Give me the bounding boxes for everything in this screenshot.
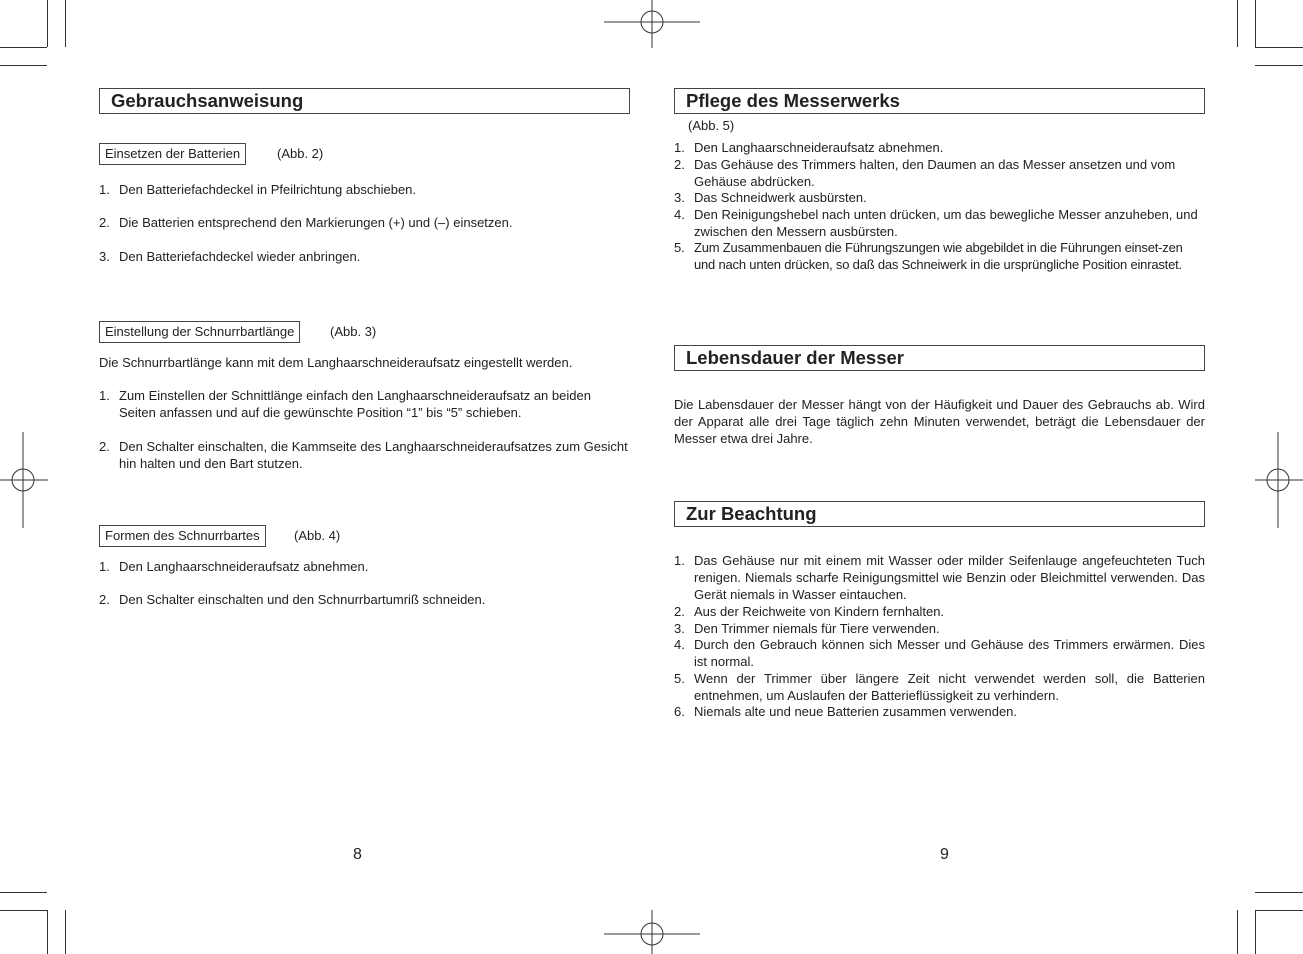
list-item: 2. Die Batterien entsprechend den Markierungen (+) und (–) einsetzen.: [99, 215, 513, 230]
list-item: 1. Den Langhaarschneideraufsatz abnehmen.: [674, 140, 944, 155]
section-label-schnurrbartlaenge: Einstellung der Schnurrbartlänge: [99, 321, 300, 343]
registration-mark-left: [0, 432, 48, 528]
list-item: 4. Den Reinigungshebel nach unten drücken, um das bewegliche Messer anzuheben, und zwischen den Messern ausbürsten.: [674, 207, 1198, 239]
registration-mark-bottom: [604, 906, 700, 954]
figure-ref-abb5: (Abb. 5): [688, 118, 735, 133]
list-item: 5. Wenn der Trimmer über längere Zeit nicht verwendet werden soll, die Batterien entnehmen, um Auslaufen der Batterieflüssigkeit zu verhindern.: [674, 671, 1205, 703]
heading-gebrauchsanweisung: Gebrauchsanweisung: [99, 88, 630, 114]
list-item: 3. Das Schneidwerk ausbürsten.: [674, 190, 867, 205]
heading-zur-beachtung: Zur Beachtung: [674, 501, 1205, 527]
figure-ref-abb3: (Abb. 3): [330, 324, 377, 339]
registration-mark-right: [1255, 432, 1303, 528]
list-item: 2. Den Schalter einschalten und den Schnurrbartumriß schneiden.: [99, 592, 486, 607]
list-item: 1. Den Batteriefachdeckel in Pfeilrichtung abschieben.: [99, 182, 417, 197]
list-item: 6. Niemals alte und neue Batterien zusammen verwenden.: [674, 704, 1018, 719]
section-label-formen: Formen des Schnurrbartes: [99, 525, 266, 547]
lebensdauer-text: Die Labensdauer der Messer hängt von der Häufigkeit und Dauer des Gebrauchs ab. Wird der Apparat alle drei Tage täglich zehn Minuten verwendet, beträgt die Lebensdauer der Messer etwa drei Jahre.: [674, 397, 1205, 446]
list-item: 2. Aus der Reichweite von Kindern fernhalten.: [674, 604, 945, 619]
intro-text: Die Schnurrbartlänge kann mit dem Langhaarschneideraufsatz eingestellt werden.: [99, 355, 573, 370]
section-label-batterien: Einsetzen der Batterien: [99, 143, 246, 165]
heading-pflege: Pflege des Messerwerks: [674, 88, 1205, 114]
list-item: 2. Das Gehäuse des Trimmers halten, den Daumen an das Messer ansetzen und vom Gehäuse abdrücken.: [674, 157, 1176, 189]
page-number-left: 8: [353, 846, 362, 863]
registration-mark-top: [604, 0, 700, 48]
list-item: 4. Durch den Gebrauch können sich Messer und Gehäuse des Trimmers erwärmen. Dies ist normal.: [674, 637, 1205, 669]
list-item: 1. Den Langhaarschneideraufsatz abnehmen.: [99, 559, 369, 574]
list-item: 3. Den Trimmer niemals für Tiere verwenden.: [674, 621, 940, 636]
list-item: 1. Das Gehäuse nur mit einem mit Wasser oder milder Seifenlauge angefeuchteten Tuch renigen. Niemals scharfe Reinigungsmittel wie Benzin oder Bleichmittel verwenden. Das Gerät niemals in Wasser eintauchen.: [674, 553, 1205, 602]
figure-ref-abb4: (Abb. 4): [294, 528, 341, 543]
list-item: 5. Zum Zusammenbauen die Führungszungen wie abgebildet in die Führungen einset-zen und nach unten drücken, so daß das Schneiwerk in die ursprüngliche Position einrastet.: [674, 240, 1183, 272]
list-item: 1. Zum Einstellen der Schnittlänge einfach den Langhaarschneideraufsatz an beiden Seiten anfassen und auf die gewünschte Position “1” bis “5” schieben.: [99, 388, 591, 420]
heading-lebensdauer: Lebensdauer der Messer: [674, 345, 1205, 371]
figure-ref-abb2: (Abb. 2): [277, 146, 324, 161]
list-item: 2. Den Schalter einschalten, die Kammseite des Langhaarschneideraufsatzes zum Gesicht hin halten und den Bart stutzen.: [99, 439, 628, 471]
list-item: 3. Den Batteriefachdeckel wieder anbringen.: [99, 249, 361, 264]
page-number-right: 9: [940, 846, 949, 863]
